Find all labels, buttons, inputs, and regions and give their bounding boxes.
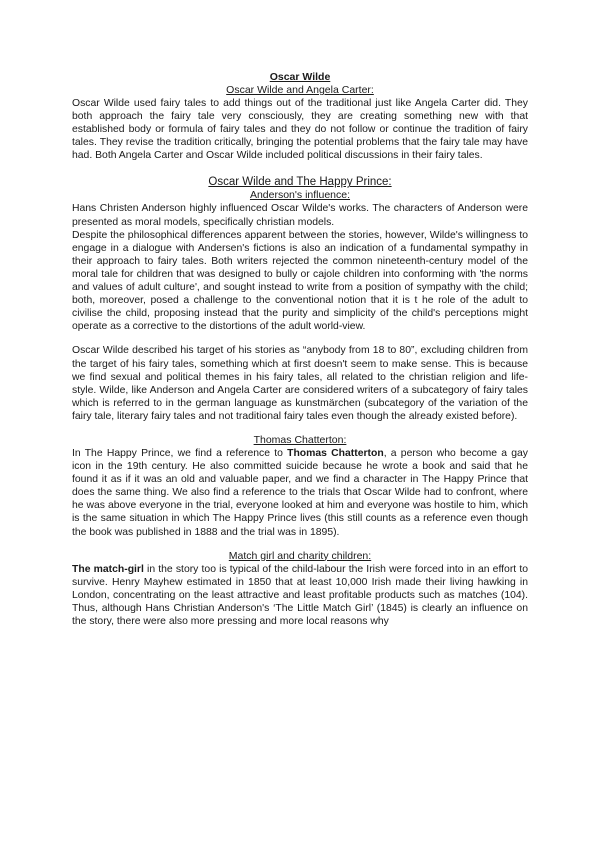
section-heading-match-girl: Match girl and charity children: — [228, 549, 372, 562]
paragraph-wilde-carter: Oscar Wilde used fairy tales to add things out of the traditional just like Angela Carter did. They both approach the fairy tale very consciously, they are creating something new with that established body or formula of fairy tales and they do not follow or continue the tradition of fairy tales. They revise the tradition critically, bringing the potential problems that the fairy tale may have had. Both Angela Carter and Oscar Wilde included political discussions in their fairy tales. — [72, 98, 528, 162]
document-title: Oscar Wilde — [269, 71, 331, 83]
chatterton-bold-name: Thomas Chatterton — [287, 447, 384, 459]
paragraph-anderson-1: Hans Christen Anderson highly influenced Oscar Wilde's works. The characters of Anderson were presented as moral models, specifically christian models. — [72, 203, 528, 228]
paragraph-anderson-2: Despite the philosophical differences apparent between the stories, however, Wilde's willingness to engage in a dialogue with Andersen's fictions is also an indication of a fundamental sympathy in their approach to fairy tales. Both writers rejected the common nineteenth-century model of the moral tale for children that was designed to bully or cajole children into conforming with 'the norms and values of adult culture', and sought instead to write from a position of sympathy with the child; both, moreover, posed a challenge to the conventional notion that it is t he role of the adult to civilise the child, proposing instead that the purity and simplicity of the child's perceptions might operate as a corrective to the distortions of the adult world-view. — [72, 229, 528, 333]
paragraph-match-girl — [72, 563, 528, 628]
section-heading-chatterton: Thomas Chatterton: — [253, 433, 347, 446]
subheading-anderson-influence: Anderson's influence: — [249, 189, 351, 202]
match-girl-text: in the story too is typical of the child-labour the Irish were forced into in an effort to survive. Henry Mayhew estimated in 1850 that at least 10,000 Irish made their living hawking in London, concentrating on the least attractive and least profitable products such as matches (104). Thus, although Hans Christian Anderson's ‘The Little Match Girl’ (1845) is clearly an influence on the story, there were also more pressing and more local reasons why — [72, 563, 528, 627]
section-heading-happy-prince: Oscar Wilde and The Happy Prince: — [208, 176, 392, 189]
document-body — [72, 71, 528, 628]
chatterton-text-after: , a person who become a gay icon in the 19th century. He also committed suicide because he wrote a book and said that he found it as if it was an old and valuable paper, and we find a character in The Happy Prince that does the same thing. We also find a reference to the trials that Oscar Wilde had to confront, where he was above everyone in the trial, everyone looked at him and everyone was hostile to him, which is the same situation in which The Happy Prince lives (this still counts as a reference even though the book was published in 1888 and the trial was in 1895). — [72, 447, 528, 538]
section-heading-wilde-carter: Oscar Wilde and Angela Carter: — [226, 84, 374, 96]
paragraph-chatterton — [72, 447, 528, 539]
paragraph-target-audience: Oscar Wilde described his target of his stories as “anybody from 18 to 80”, excluding children from the target of his fairy tales, something which at first doesn't seem to make sense. This is because we find sexual and political themes in his fairy tales, all related to the christian religion and life-style. Wilde, like Anderson and Angela Carter are considered writers of a subcategory of fairy tales which is referred to in the german language as kunstmärchen (subcategory of the variation of the fairy tale, literary fairy tales and not traditional fairy tales even though the already existed before). — [72, 345, 528, 422]
match-girl-bold-term: The match-girl — [72, 563, 144, 575]
chatterton-text-before: In The Happy Prince, we find a reference to — [72, 447, 288, 459]
